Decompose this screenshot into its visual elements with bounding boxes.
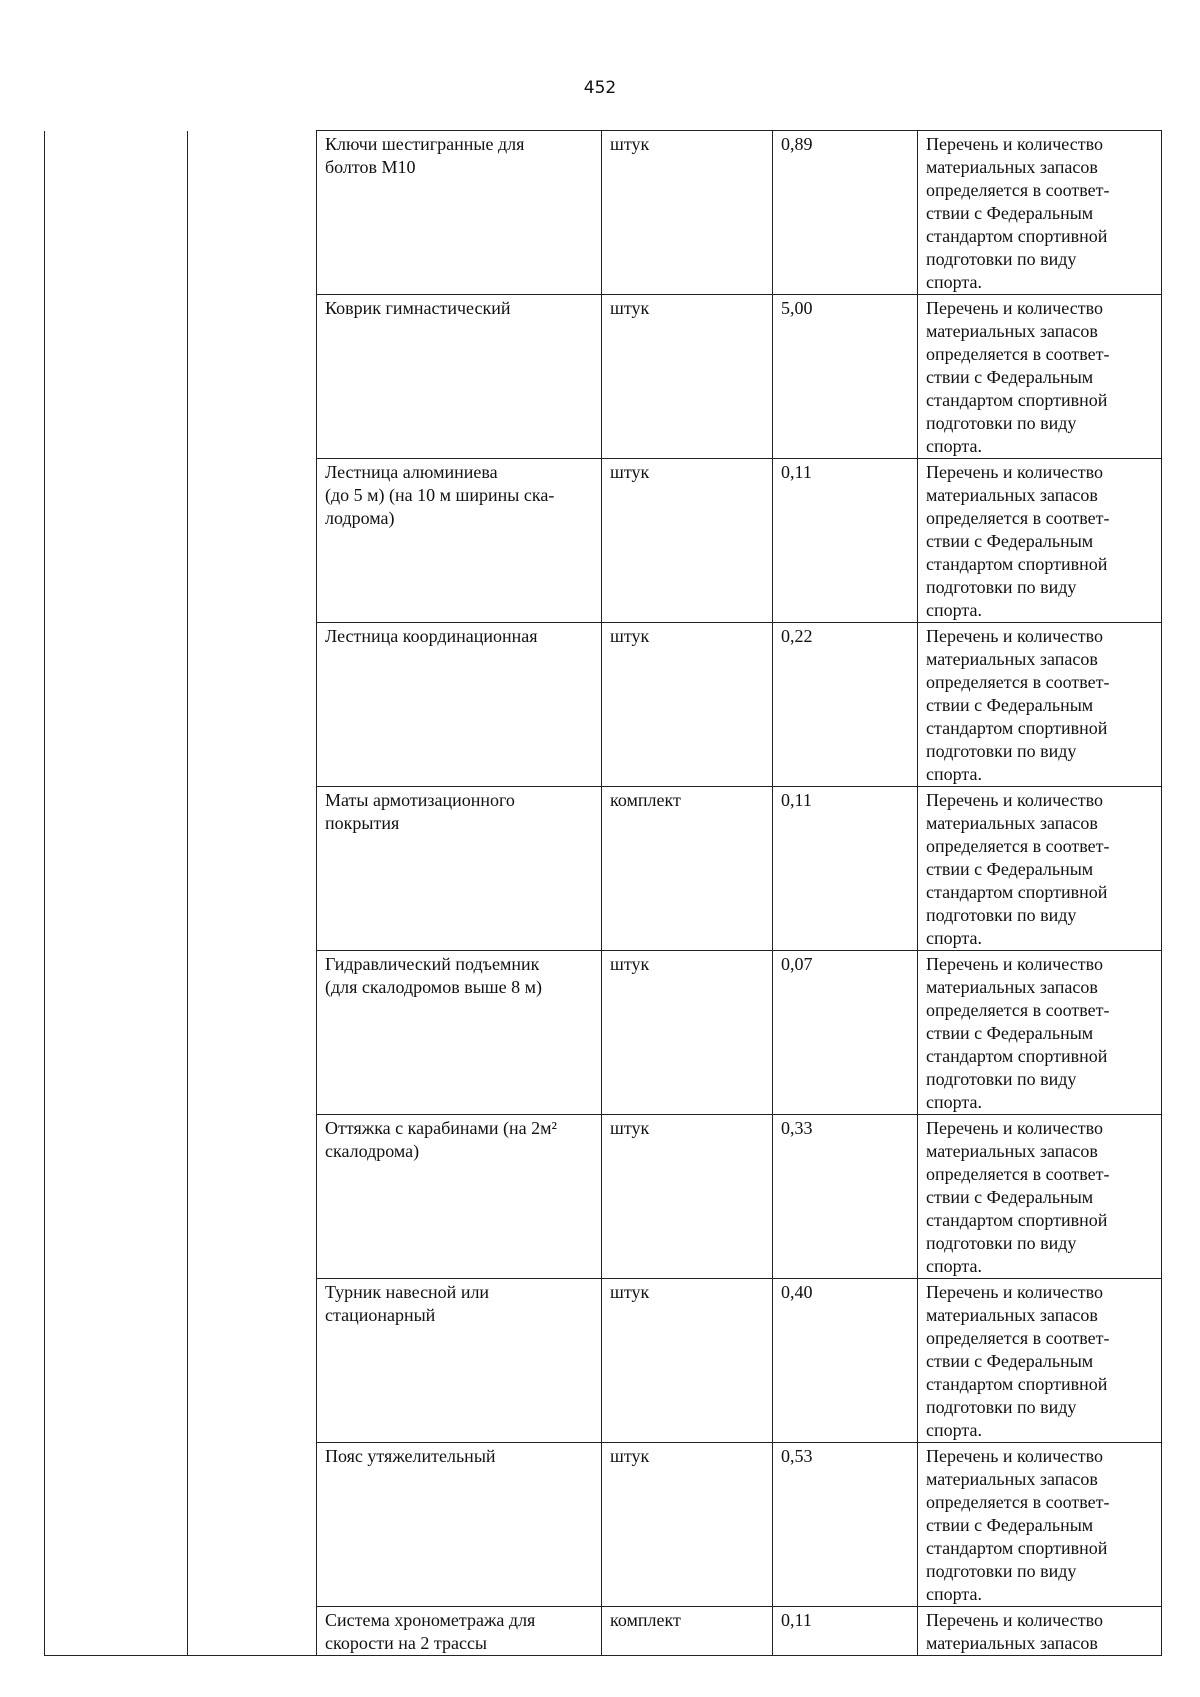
empty-cell-a xyxy=(45,1443,188,1607)
note-line: Перечень и количество xyxy=(926,954,1103,974)
note-line: подготовки по виду xyxy=(926,1561,1077,1581)
quantity-cell: 0,89 xyxy=(773,131,918,295)
note-line: материальных запасов xyxy=(926,1305,1098,1325)
item-name-cell xyxy=(317,1115,602,1279)
note-line: стандартом спортивной xyxy=(926,718,1108,738)
item-name-line: Система хронометража для xyxy=(325,1610,536,1630)
item-name-cell xyxy=(317,787,602,951)
unit-cell: штук xyxy=(602,1115,773,1279)
item-name-line: скалодрома) xyxy=(325,1141,420,1161)
note-line: стандартом спортивной xyxy=(926,554,1108,574)
note-line: определяется в соответ- xyxy=(926,1000,1110,1020)
table-row xyxy=(45,787,1162,951)
table-body xyxy=(45,131,1162,1656)
note-line: Перечень и количество xyxy=(926,790,1103,810)
item-name-cell xyxy=(317,1607,602,1656)
quantity-cell: 0,11 xyxy=(773,459,918,623)
quantity-cell: 0,53 xyxy=(773,1443,918,1607)
item-name-line: Турник навесной или xyxy=(325,1282,490,1302)
item-name-line: покрытия xyxy=(325,813,400,833)
empty-cell-a xyxy=(45,131,188,295)
note-line: Перечень и количество xyxy=(926,134,1103,154)
item-name-cell xyxy=(317,623,602,787)
empty-cell-b xyxy=(188,951,317,1115)
empty-cell-b xyxy=(188,1115,317,1279)
quantity-cell: 0,11 xyxy=(773,1607,918,1656)
table-row xyxy=(45,951,1162,1115)
empty-cell-b xyxy=(188,1607,317,1656)
quantity-cell: 0,11 xyxy=(773,787,918,951)
empty-cell-a xyxy=(45,623,188,787)
unit-cell: штук xyxy=(602,459,773,623)
empty-cell-a xyxy=(45,1115,188,1279)
quantity-cell: 0,22 xyxy=(773,623,918,787)
item-name-line: скорости на 2 трассы xyxy=(325,1633,488,1653)
empty-cell-b xyxy=(188,459,317,623)
note-cell xyxy=(918,1443,1162,1607)
empty-cell-a xyxy=(45,1279,188,1443)
table-row xyxy=(45,295,1162,459)
note-line: Перечень и количество xyxy=(926,298,1103,318)
note-cell xyxy=(918,1279,1162,1443)
item-name-line: Гидравлический подъемник xyxy=(325,954,540,974)
note-line: материальных запасов xyxy=(926,977,1098,997)
quantity-cell: 0,33 xyxy=(773,1115,918,1279)
item-name-line: Ключи шестигранные для xyxy=(325,134,525,154)
quantity-cell: 0,40 xyxy=(773,1279,918,1443)
note-line: материальных запасов xyxy=(926,1633,1098,1653)
note-line: материальных запасов xyxy=(926,1469,1098,1489)
note-line: ствии с Федеральным xyxy=(926,1351,1094,1371)
note-line: ствии с Федеральным xyxy=(926,1187,1094,1207)
unit-cell: штук xyxy=(602,131,773,295)
note-line: Перечень и количество xyxy=(926,1610,1103,1630)
item-name-line: Лестница координационная xyxy=(325,626,538,646)
note-line: спорта. xyxy=(926,928,982,948)
note-line: подготовки по виду xyxy=(926,1233,1077,1253)
item-name-line: стационарный xyxy=(325,1305,436,1325)
note-line: спорта. xyxy=(926,1092,982,1112)
page-number: 452 xyxy=(583,78,617,98)
note-line: определяется в соответ- xyxy=(926,508,1110,528)
unit-cell: штук xyxy=(602,951,773,1115)
note-line: материальных запасов xyxy=(926,1141,1098,1161)
empty-cell-b xyxy=(188,787,317,951)
equipment-table xyxy=(44,130,1162,1656)
note-line: спорта. xyxy=(926,1584,982,1604)
item-name-line: Лестница алюминиева xyxy=(325,462,498,482)
note-line: подготовки по виду xyxy=(926,249,1077,269)
note-line: Перечень и количество xyxy=(926,1118,1103,1138)
note-line: стандартом спортивной xyxy=(926,1374,1108,1394)
note-line: ствии с Федеральным xyxy=(926,531,1094,551)
note-cell xyxy=(918,131,1162,295)
note-line: Перечень и количество xyxy=(926,1446,1103,1466)
item-name-line: (до 5 м) (на 10 м ширины ска- xyxy=(325,485,555,505)
unit-cell: штук xyxy=(602,1279,773,1443)
item-name-cell xyxy=(317,951,602,1115)
unit-cell: комплект xyxy=(602,787,773,951)
note-cell xyxy=(918,787,1162,951)
quantity-cell: 5,00 xyxy=(773,295,918,459)
unit-cell: штук xyxy=(602,1443,773,1607)
table-row xyxy=(45,1607,1162,1656)
note-line: спорта. xyxy=(926,1256,982,1276)
item-name-line: (для скалодромов выше 8 м) xyxy=(325,977,543,997)
note-cell xyxy=(918,295,1162,459)
note-line: стандартом спортивной xyxy=(926,390,1108,410)
note-line: материальных запасов xyxy=(926,485,1098,505)
empty-cell-b xyxy=(188,131,317,295)
note-line: ствии с Федеральным xyxy=(926,695,1094,715)
note-cell xyxy=(918,1607,1162,1656)
note-line: стандартом спортивной xyxy=(926,1538,1108,1558)
note-line: стандартом спортивной xyxy=(926,882,1108,902)
note-cell xyxy=(918,459,1162,623)
note-line: подготовки по виду xyxy=(926,1069,1077,1089)
unit-cell: штук xyxy=(602,623,773,787)
note-line: стандартом спортивной xyxy=(926,226,1108,246)
item-name-line: Оттяжка с карабинами (на 2м² xyxy=(325,1118,557,1138)
item-name-cell xyxy=(317,459,602,623)
note-line: ствии с Федеральным xyxy=(926,1515,1094,1535)
note-line: спорта. xyxy=(926,764,982,784)
note-line: определяется в соответ- xyxy=(926,1164,1110,1184)
note-line: подготовки по виду xyxy=(926,905,1077,925)
note-line: подготовки по виду xyxy=(926,741,1077,761)
empty-cell-a xyxy=(45,951,188,1115)
note-cell xyxy=(918,951,1162,1115)
item-name-cell xyxy=(317,131,602,295)
empty-cell-a xyxy=(45,787,188,951)
note-cell xyxy=(918,623,1162,787)
table-row xyxy=(45,1279,1162,1443)
note-line: спорта. xyxy=(926,1420,982,1440)
table-row xyxy=(45,1115,1162,1279)
empty-cell-a xyxy=(45,1607,188,1656)
note-line: спорта. xyxy=(926,436,982,456)
unit-cell: комплект xyxy=(602,1607,773,1656)
note-line: Перечень и количество xyxy=(926,626,1103,646)
note-cell xyxy=(918,1115,1162,1279)
note-line: материальных запасов xyxy=(926,321,1098,341)
note-line: определяется в соответ- xyxy=(926,344,1110,364)
item-name-cell xyxy=(317,1279,602,1443)
empty-cell-b xyxy=(188,1443,317,1607)
empty-cell-a xyxy=(45,295,188,459)
empty-cell-a xyxy=(45,459,188,623)
note-line: подготовки по виду xyxy=(926,1397,1077,1417)
item-name-line: Коврик гимнастический xyxy=(325,298,511,318)
quantity-cell: 0,07 xyxy=(773,951,918,1115)
unit-cell: штук xyxy=(602,295,773,459)
note-line: определяется в соответ- xyxy=(926,1492,1110,1512)
note-line: определяется в соответ- xyxy=(926,180,1110,200)
item-name-line: Маты армотизационного xyxy=(325,790,515,810)
empty-cell-b xyxy=(188,623,317,787)
item-name-cell xyxy=(317,1443,602,1607)
note-line: материальных запасов xyxy=(926,157,1098,177)
note-line: подготовки по виду xyxy=(926,413,1077,433)
item-name-line: Пояс утяжелительный xyxy=(325,1446,496,1466)
note-line: определяется в соответ- xyxy=(926,672,1110,692)
note-line: стандартом спортивной xyxy=(926,1046,1108,1066)
item-name-line: лодрома) xyxy=(325,508,395,528)
note-line: ствии с Федеральным xyxy=(926,1023,1094,1043)
empty-cell-b xyxy=(188,1279,317,1443)
note-line: ствии с Федеральным xyxy=(926,859,1094,879)
note-line: определяется в соответ- xyxy=(926,1328,1110,1348)
note-line: материальных запасов xyxy=(926,813,1098,833)
note-line: материальных запасов xyxy=(926,649,1098,669)
note-line: Перечень и количество xyxy=(926,462,1103,482)
note-line: спорта. xyxy=(926,600,982,620)
note-line: Перечень и количество xyxy=(926,1282,1103,1302)
item-name-cell xyxy=(317,295,602,459)
empty-cell-b xyxy=(188,295,317,459)
table-row xyxy=(45,1443,1162,1607)
table-row xyxy=(45,623,1162,787)
note-line: спорта. xyxy=(926,272,982,292)
note-line: ствии с Федеральным xyxy=(926,367,1094,387)
note-line: стандартом спортивной xyxy=(926,1210,1108,1230)
table-row xyxy=(45,459,1162,623)
table-row xyxy=(45,131,1162,295)
note-line: ствии с Федеральным xyxy=(926,203,1094,223)
item-name-line: болтов М10 xyxy=(325,157,416,177)
note-line: подготовки по виду xyxy=(926,577,1077,597)
note-line: определяется в соответ- xyxy=(926,836,1110,856)
